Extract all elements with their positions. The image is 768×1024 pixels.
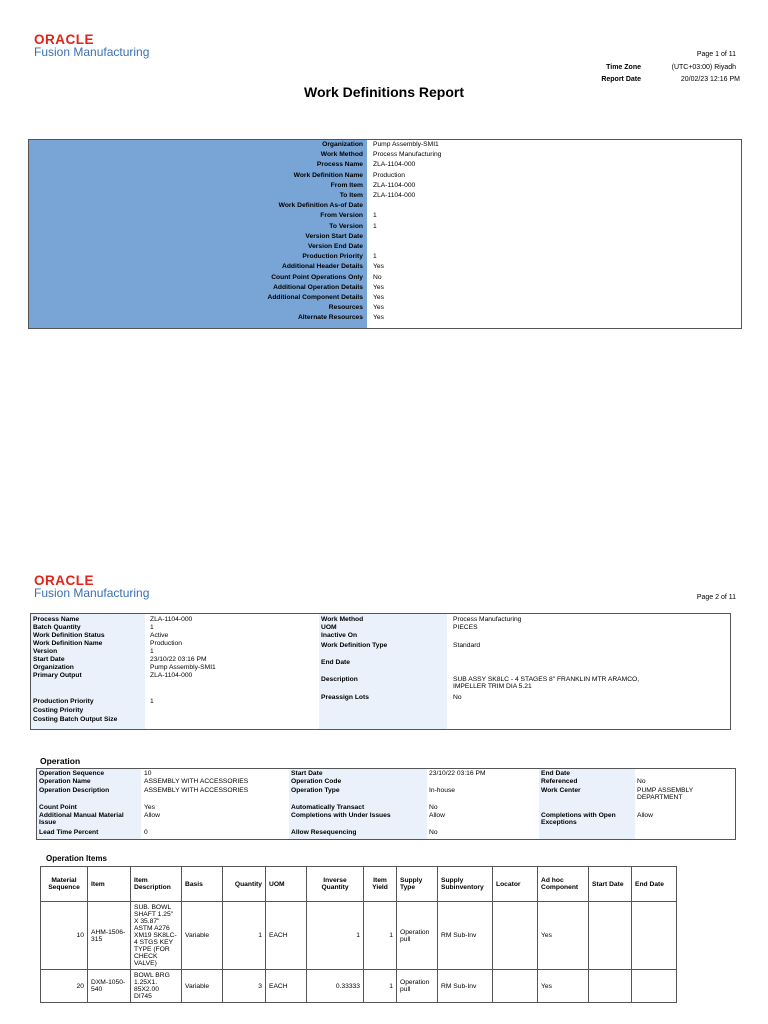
parameter-label: Work Definition Name — [293, 171, 363, 179]
work-center-value: PUMP ASSEMBLY DEPARTMENT — [637, 787, 694, 801]
cell-adhoc: Yes — [538, 902, 589, 970]
operation-box — [36, 768, 736, 840]
parameter-value: ZLA-1104-000 — [373, 161, 416, 169]
parameter-value: 1 — [373, 212, 377, 220]
cell-desc: SUB. BOWL SHAFT 1.25" X 35.87" ASTM A276 XM19 SK8LC-4 STGS KEY TYPE (FOR CHECK VALVE) — [131, 902, 182, 970]
cell-supply: Operation pull — [397, 902, 438, 970]
product-name: Fusion Manufacturing — [34, 45, 150, 59]
cell-basis: Variable — [182, 970, 223, 1003]
parameter-label: Additional Operation Details — [273, 283, 363, 291]
wd-status-value: Active — [150, 632, 169, 639]
parameter-row — [29, 263, 741, 273]
end-date-label: End Date — [321, 659, 350, 666]
parameter-row — [29, 212, 741, 222]
parameter-label: From Version — [320, 212, 363, 220]
count-point-label: Count Point — [39, 804, 77, 811]
lead-time-label: Lead Time Percent — [39, 829, 99, 836]
production-priority-value: 1 — [150, 698, 154, 705]
parameter-value: Yes — [373, 283, 384, 291]
product-name-page2: Fusion Manufacturing — [34, 586, 150, 600]
wd-type-label: Work Definition Type — [321, 642, 388, 649]
parameter-row — [29, 161, 741, 171]
column-header: Inverse Quantity — [307, 867, 364, 902]
parameter-value: Production — [373, 171, 405, 179]
column-header: Supply Type — [397, 867, 438, 902]
operation-items-title: Operation Items — [46, 854, 107, 863]
cell-start — [589, 902, 632, 970]
parameter-value: Yes — [373, 304, 384, 312]
costing-batch-label: Costing Batch Output Size — [33, 716, 118, 723]
addl-issue-label: Additional Manual Material Issue — [39, 812, 124, 826]
table-row — [41, 902, 677, 970]
parameter-label: Production Priority — [302, 253, 363, 261]
parameter-label: Count Point Operations Only — [271, 273, 363, 281]
op-code-label: Operation Code — [291, 778, 342, 785]
parameter-row — [29, 284, 741, 294]
uom-value: PIECES — [453, 624, 478, 631]
cell-yield: 1 — [364, 970, 397, 1003]
column-header: Basis — [182, 867, 223, 902]
parameter-row — [29, 223, 741, 233]
parameter-label: Work Method — [320, 151, 363, 159]
report-title: Work Definitions Report — [304, 84, 464, 100]
parameter-value: Yes — [373, 314, 384, 322]
under-issues-label: Completions with Under Issues — [291, 812, 391, 819]
preassign-lots-label: Preassign Lots — [321, 694, 369, 701]
start-date-label: Start Date — [33, 656, 65, 663]
batch-qty-value: 1 — [150, 624, 154, 631]
parameter-row — [29, 274, 741, 284]
resequencing-value: No — [429, 829, 438, 836]
parameters-table — [28, 139, 742, 329]
cell-subinv: RM Sub-Inv — [438, 970, 493, 1003]
cell-locator — [493, 970, 538, 1003]
lead-time-value: 0 — [144, 829, 148, 836]
cell-supply: Operation pull — [397, 970, 438, 1003]
parameter-row — [29, 243, 741, 253]
operation-section-title: Operation — [40, 756, 81, 766]
parameter-row — [29, 314, 741, 324]
cell-end — [632, 970, 677, 1003]
description-label: Description — [321, 676, 358, 683]
report-date-value: 20/02/23 12:16 PM — [680, 76, 740, 83]
op-type-label: Operation Type — [291, 787, 340, 794]
column-header: Ad hoc Component — [538, 867, 589, 902]
op-name-label: Operation Name — [39, 778, 91, 785]
auto-transact-value: No — [429, 804, 438, 811]
batch-qty-label: Batch Quantity — [33, 624, 81, 631]
version-label: Version — [33, 648, 58, 655]
auto-transact-label: Automatically Transact — [291, 804, 365, 811]
column-header: Start Date — [589, 867, 632, 902]
parameter-label: Work Definition As-of Date — [278, 202, 363, 210]
production-priority-label: Production Priority — [33, 698, 94, 705]
wd-type-value: Standard — [453, 642, 481, 649]
organization-label: Organization — [33, 664, 74, 671]
op-type-value: In-house — [429, 787, 456, 794]
cell-qty: 1 — [223, 902, 266, 970]
cell-locator — [493, 902, 538, 970]
operation-items-table — [40, 866, 677, 1003]
op-desc-label: Operation Description — [39, 787, 110, 794]
parameter-label: To Item — [339, 192, 363, 199]
process-name-label: Process Name — [33, 616, 80, 623]
cell-start — [589, 970, 632, 1003]
wd-status-label: Work Definition Status — [33, 632, 105, 639]
parameter-label: Version Start Date — [305, 232, 363, 240]
open-exceptions-value: Allow — [637, 812, 653, 819]
parameter-row — [29, 182, 741, 192]
parameter-label: Process Name — [316, 161, 363, 169]
parameter-label: Alternate Resources — [297, 314, 363, 322]
parameter-value: No — [373, 273, 382, 281]
column-header: UOM — [266, 867, 307, 902]
cell-uom: EACH — [266, 970, 307, 1003]
parameter-value: Yes — [373, 263, 384, 271]
parameter-label: Resources — [328, 304, 363, 312]
cell-inv: 0.33333 — [307, 970, 364, 1003]
page-number-page2: Page 2 of 11 — [696, 594, 736, 601]
parameter-value: ZLA-1104-000 — [373, 181, 416, 189]
cell-basis: Variable — [182, 902, 223, 970]
cell-item: DXM-1050-540 — [88, 970, 131, 1003]
addl-issue-value: Allow — [144, 812, 160, 819]
work-method-label: Work Method — [321, 616, 364, 623]
parameter-value: 1 — [373, 253, 377, 261]
cell-inv: 1 — [307, 902, 364, 970]
work-center-label: Work Center — [541, 787, 581, 794]
parameter-value: 1 — [373, 222, 377, 230]
page-number: Page 1 of 11 — [696, 51, 736, 58]
op-end-date-label: End Date — [541, 770, 570, 777]
table-row — [41, 970, 677, 1003]
parameter-row — [29, 141, 741, 151]
work-method-value: Process Manufacturing — [453, 616, 522, 623]
parameter-row — [29, 192, 741, 202]
column-header: Supply Subinventory — [438, 867, 493, 902]
description-value: SUB ASSY SK8LC - 4 STAGES 8" FRANKLIN MTR ARAMCO, IMPELLER TRIM DIA 5.21 — [453, 676, 640, 690]
cell-adhoc: Yes — [538, 970, 589, 1003]
resequencing-label: Allow Resequencing — [291, 829, 357, 836]
parameter-row — [29, 172, 741, 182]
parameter-label: Organization — [322, 141, 363, 148]
uom-label: UOM — [321, 624, 337, 631]
version-value: 1 — [150, 648, 154, 655]
parameter-label: Version End Date — [307, 243, 363, 250]
parameter-row — [29, 304, 741, 314]
parameter-value: Process Manufacturing — [373, 151, 442, 159]
parameter-label: To Version — [329, 222, 363, 230]
parameter-row — [29, 202, 741, 212]
op-seq-label: Operation Sequence — [39, 770, 105, 777]
op-start-date-label: Start Date — [291, 770, 323, 777]
costing-priority-label: Costing Priority — [33, 707, 84, 714]
parameter-value: Yes — [373, 294, 384, 301]
cell-seq: 20 — [41, 970, 88, 1003]
cell-yield: 1 — [364, 902, 397, 970]
cell-end — [632, 902, 677, 970]
preassign-lots-value: No — [453, 694, 462, 701]
inactive-on-label: Inactive On — [321, 632, 358, 639]
start-date-value: 23/10/22 03:16 PM — [150, 656, 207, 663]
parameter-row — [29, 294, 741, 304]
cell-uom: EACH — [266, 902, 307, 970]
work-definition-header-box — [30, 613, 731, 730]
column-header: End Date — [632, 867, 677, 902]
parameter-row — [29, 151, 741, 161]
parameter-row — [29, 253, 741, 263]
under-issues-value: Allow — [429, 812, 445, 819]
primary-output-value: ZLA-1104-000 — [150, 672, 193, 679]
open-exceptions-label: Completions with Open Exceptions — [541, 812, 616, 826]
process-name-value: ZLA-1104-000 — [150, 616, 193, 623]
time-zone-value: (UTC+03:00) Riyadh — [671, 64, 736, 71]
op-desc-value: ASSEMBLY WITH ACCESSORIES — [144, 787, 249, 794]
count-point-value: Yes — [144, 804, 155, 811]
parameter-value: ZLA-1104-000 — [373, 192, 416, 199]
report-date-label: Report Date — [601, 76, 641, 83]
wd-name-value: Production — [150, 640, 182, 647]
oracle-logo: ORACLE — [34, 32, 94, 47]
cell-item: AHM-1506-315 — [88, 902, 131, 970]
cell-qty: 3 — [223, 970, 266, 1003]
cell-seq: 10 — [41, 902, 88, 970]
time-zone-label: Time Zone — [606, 64, 641, 71]
column-header: Quantity — [223, 867, 266, 902]
referenced-value: No — [637, 778, 646, 785]
parameter-value: Pump Assembly-SMI1 — [373, 141, 439, 148]
op-start-date-value: 23/10/22 03:16 PM — [429, 770, 486, 777]
primary-output-label: Primary Output — [33, 672, 82, 679]
column-header: Item — [88, 867, 131, 902]
organization-value: Pump Assembly-SMI1 — [150, 664, 216, 671]
parameter-row — [29, 233, 741, 243]
wd-name-label: Work Definition Name — [33, 640, 103, 647]
op-seq-value: 10 — [144, 770, 152, 777]
cell-subinv: RM Sub-Inv — [438, 902, 493, 970]
parameter-label: Additional Component Details — [267, 294, 363, 301]
column-header: Material Sequence — [41, 867, 88, 902]
column-header: Item Yield — [364, 867, 397, 902]
referenced-label: Referenced — [541, 778, 578, 785]
column-header: Locator — [493, 867, 538, 902]
oracle-logo-page2: ORACLE — [34, 573, 94, 588]
parameter-label: Additional Header Details — [281, 263, 363, 271]
op-name-value: ASSEMBLY WITH ACCESSORIES — [144, 778, 249, 785]
parameter-label: From Item — [330, 181, 363, 189]
column-header: Item Description — [131, 867, 182, 902]
cell-desc: BOWL BRG 1.25X1. 85X2.00 DI745 — [131, 970, 182, 1003]
